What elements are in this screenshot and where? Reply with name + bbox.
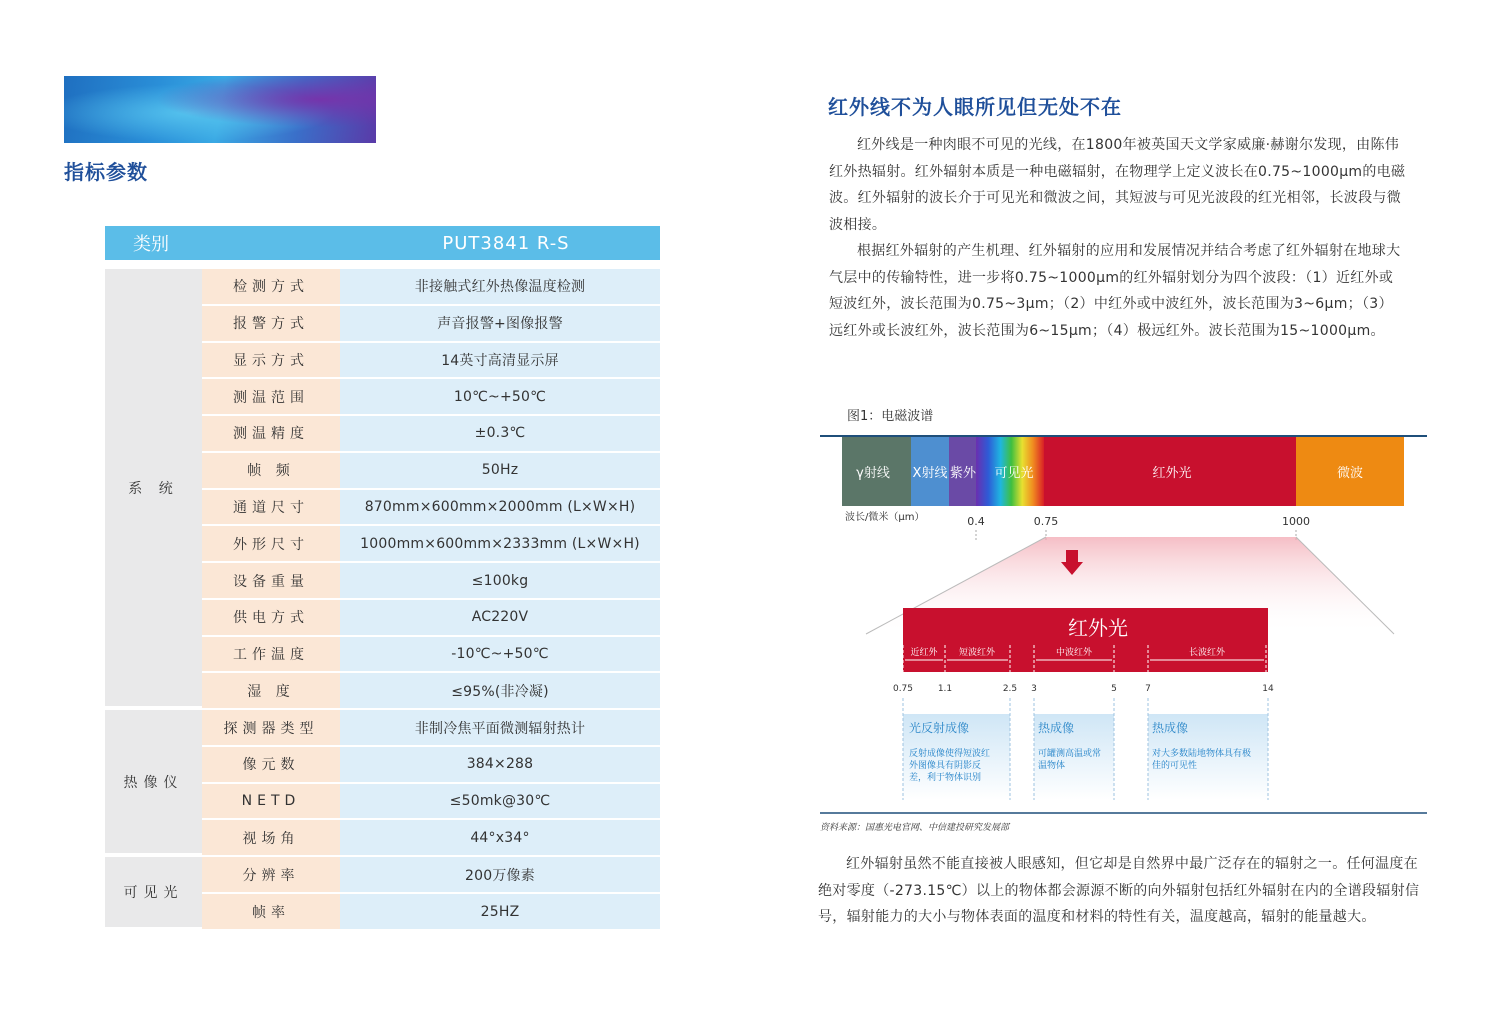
article-title: 红外线不为人眼所见但无处不在 <box>828 95 1122 119</box>
row-label: 工作温度 <box>202 637 340 672</box>
row-value: 384×288 <box>340 747 660 782</box>
zoom-title: 红外光 <box>1068 616 1128 640</box>
tick-label: 1000 <box>1282 515 1310 528</box>
feature-box-text: 反射成像使得短波红 <box>909 749 991 759</box>
feature-box-text: 外图像具有阴影反 <box>909 761 982 771</box>
row-value: ±0.3℃ <box>340 416 660 451</box>
sub-tick-label: 3 <box>1031 684 1037 694</box>
row-label: 像元数 <box>202 747 340 782</box>
sub-tick-label: 7 <box>1145 684 1151 694</box>
figure-source: 资料来源：国惠光电官网、中信建投研究发展部 <box>820 823 1010 833</box>
group-label: 热像仪 <box>105 710 202 855</box>
band-label: 微波 <box>1336 466 1364 481</box>
sub-tick-label: 0.75 <box>892 684 914 694</box>
row-value: 14英寸高清显示屏 <box>340 343 660 378</box>
article-paragraph: 根据红外辐射的产生机理、红外辐射的应用和发展情况并结合考虑了红外辐射在地球大气层中的传输特性，进一步将0.75~1000μm的红外辐射划分为四个波段：（1）近红外或短波红外，波长范围为0.75~3μm；（2）中红外或中波红外，波长范围为3~6μm；（3）远红外或长波红外，波长范围为6~15μm；（4）极远红外。波长范围为15~1000μm。 <box>829 243 1401 339</box>
feature-box <box>903 698 1010 800</box>
feature-box-title: 热成像 <box>1038 721 1075 735</box>
row-value: 1000mm×600mm×2333mm (L×W×H) <box>340 526 660 561</box>
row-label: 报警方式 <box>202 306 340 341</box>
row-value: ≤95%(非冷凝) <box>340 673 660 708</box>
feature-box <box>1034 698 1114 800</box>
row-value: 声音报警+图像报警 <box>340 306 660 341</box>
band-label: 红外光 <box>1152 466 1192 481</box>
row-value: ≤50mk@30℃ <box>340 784 660 819</box>
feature-box-text: 佳的可见性 <box>1152 761 1198 771</box>
tick-label: 0.75 <box>1033 515 1059 528</box>
row-value: 870mm×600mm×2000mm (L×W×H) <box>340 490 660 525</box>
sub-tick-label: 2.5 <box>1002 684 1018 694</box>
row-label: 帧 频 <box>202 453 340 488</box>
row-value: ≤100kg <box>340 563 660 598</box>
row-value: 25HZ <box>340 894 660 929</box>
row-label: 湿 度 <box>202 673 340 708</box>
sub-tick-label: 14 <box>1262 684 1274 694</box>
row-label: 分辨率 <box>202 857 340 892</box>
header-model: PUT3841 R-S <box>202 226 660 260</box>
sub-band-label: 中波红外 <box>1055 648 1093 658</box>
feature-box-text: 差，利于物体识别 <box>909 773 982 783</box>
group-label: 系 统 <box>105 269 202 708</box>
row-label: 探测器类型 <box>202 710 340 745</box>
band-label: 紫外 <box>949 466 977 481</box>
row-label: 检测方式 <box>202 269 340 304</box>
band-label: X射线 <box>912 466 948 481</box>
sub-band-label: 近红外 <box>910 648 938 658</box>
row-label: 帧率 <box>202 894 340 929</box>
feature-box-text: 温物体 <box>1038 761 1066 771</box>
row-label: NETD <box>202 784 340 819</box>
figure-caption: 图1：电磁波谱 <box>847 409 934 424</box>
row-label: 通道尺寸 <box>202 490 340 525</box>
tick-label: 0.4 <box>967 515 985 528</box>
row-label: 测温精度 <box>202 416 340 451</box>
band-label: 可见光 <box>994 466 1034 481</box>
sub-band-label: 长波红外 <box>1188 648 1226 658</box>
row-value: 50Hz <box>340 453 660 488</box>
row-value: 44°x34° <box>340 820 660 855</box>
section-title: 指标参数 <box>64 160 148 184</box>
feature-box-title: 光反射成像 <box>909 721 970 735</box>
sub-tick-label: 5 <box>1111 684 1117 694</box>
feature-box-text: 可罐测高温或常 <box>1038 749 1102 759</box>
header-category: 类别 <box>105 226 202 260</box>
row-label: 显示方式 <box>202 343 340 378</box>
row-value: 非接触式红外热像温度检测 <box>340 269 660 304</box>
row-label: 供电方式 <box>202 600 340 635</box>
feature-box <box>1148 698 1268 800</box>
feature-box-text: 对大多数陆地物体具有极 <box>1152 749 1252 759</box>
article-paragraph: 红外辐射虽然不能直接被人眼感知，但它却是自然界中最广泛存在的辐射之一。任何温度在绝对零度（-273.15℃）以上的物体都会源源不断的向外辐射包括红外辐射在内的全谱段辐射信号，辐射能力的大小与物体表面的温度和材料的特性有关，温度越高，辐射的能量越大。 <box>818 856 1420 925</box>
sub-tick-label: 1.1 <box>937 684 953 694</box>
row-value: 10℃~+50℃ <box>340 379 660 414</box>
feature-box-title: 热成像 <box>1152 721 1189 735</box>
band-label: γ射线 <box>856 466 890 481</box>
article-paragraph: 红外线是一种肉眼不可见的光线，在1800年被英国天文学家威廉·赫谢尔发现，由陈伟红外热辐射。红外辐射本质是一种电磁辐射，在物理学上定义波长在0.75~1000μm的电磁波。红外辐射的波长介于可见光和微波之间，其短波与可见光波段的红光相邻，长波段与微波相接。 <box>829 137 1406 233</box>
row-label: 设备重量 <box>202 563 340 598</box>
row-value: -10℃~+50℃ <box>340 637 660 672</box>
row-label: 测温范围 <box>202 379 340 414</box>
row-value: AC220V <box>340 600 660 635</box>
sub-band-label: 短波红外 <box>958 648 996 658</box>
row-value: 200万像素 <box>340 857 660 892</box>
row-value: 非制冷焦平面微测辐射热计 <box>340 710 660 745</box>
row-label: 外形尺寸 <box>202 526 340 561</box>
axis-label: 波长/微米（μm） <box>845 512 925 523</box>
row-label: 视场角 <box>202 820 340 855</box>
group-label: 可见光 <box>105 857 202 929</box>
